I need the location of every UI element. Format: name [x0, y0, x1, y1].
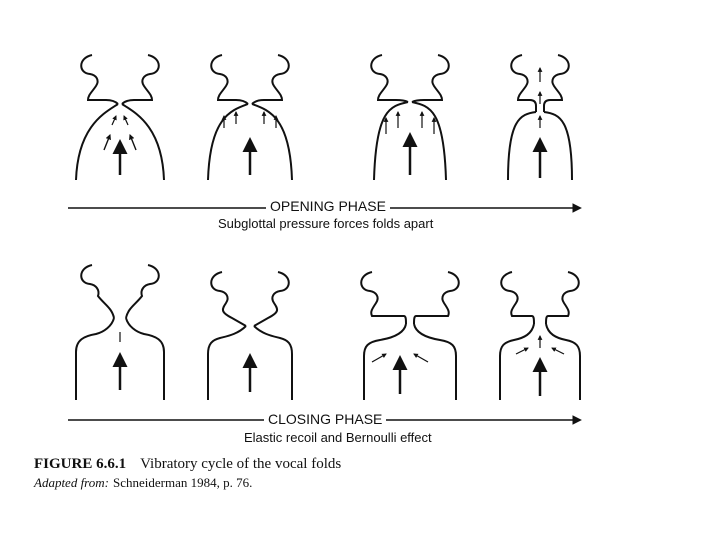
figure-number: FIGURE 6.6.1 — [34, 456, 127, 472]
source-text: Schneiderman 1984, p. 76. — [112, 475, 253, 490]
figure-title: Vibratory cycle of the vocal folds — [140, 456, 342, 472]
figure-caption — [34, 456, 341, 491]
opening-figure-3 — [371, 55, 449, 180]
closing-figure-1 — [76, 265, 164, 400]
closing-phase-label: CLOSING PHASE — [264, 411, 386, 427]
opening-phase-description: Subglottal pressure forces folds apart — [218, 216, 434, 231]
closing-phase-description: Elastic recoil and Bernoulli effect — [244, 430, 432, 445]
opening-figure-2 — [208, 55, 292, 180]
closing-figure-3 — [361, 272, 459, 400]
closing-figure-2 — [208, 272, 292, 400]
opening-figure-1 — [76, 55, 164, 180]
opening-phase-label: OPENING PHASE — [266, 198, 390, 214]
closing-figure-4 — [500, 272, 580, 400]
source-label: Adapted from: — [34, 475, 109, 490]
opening-figure-4 — [508, 55, 572, 180]
